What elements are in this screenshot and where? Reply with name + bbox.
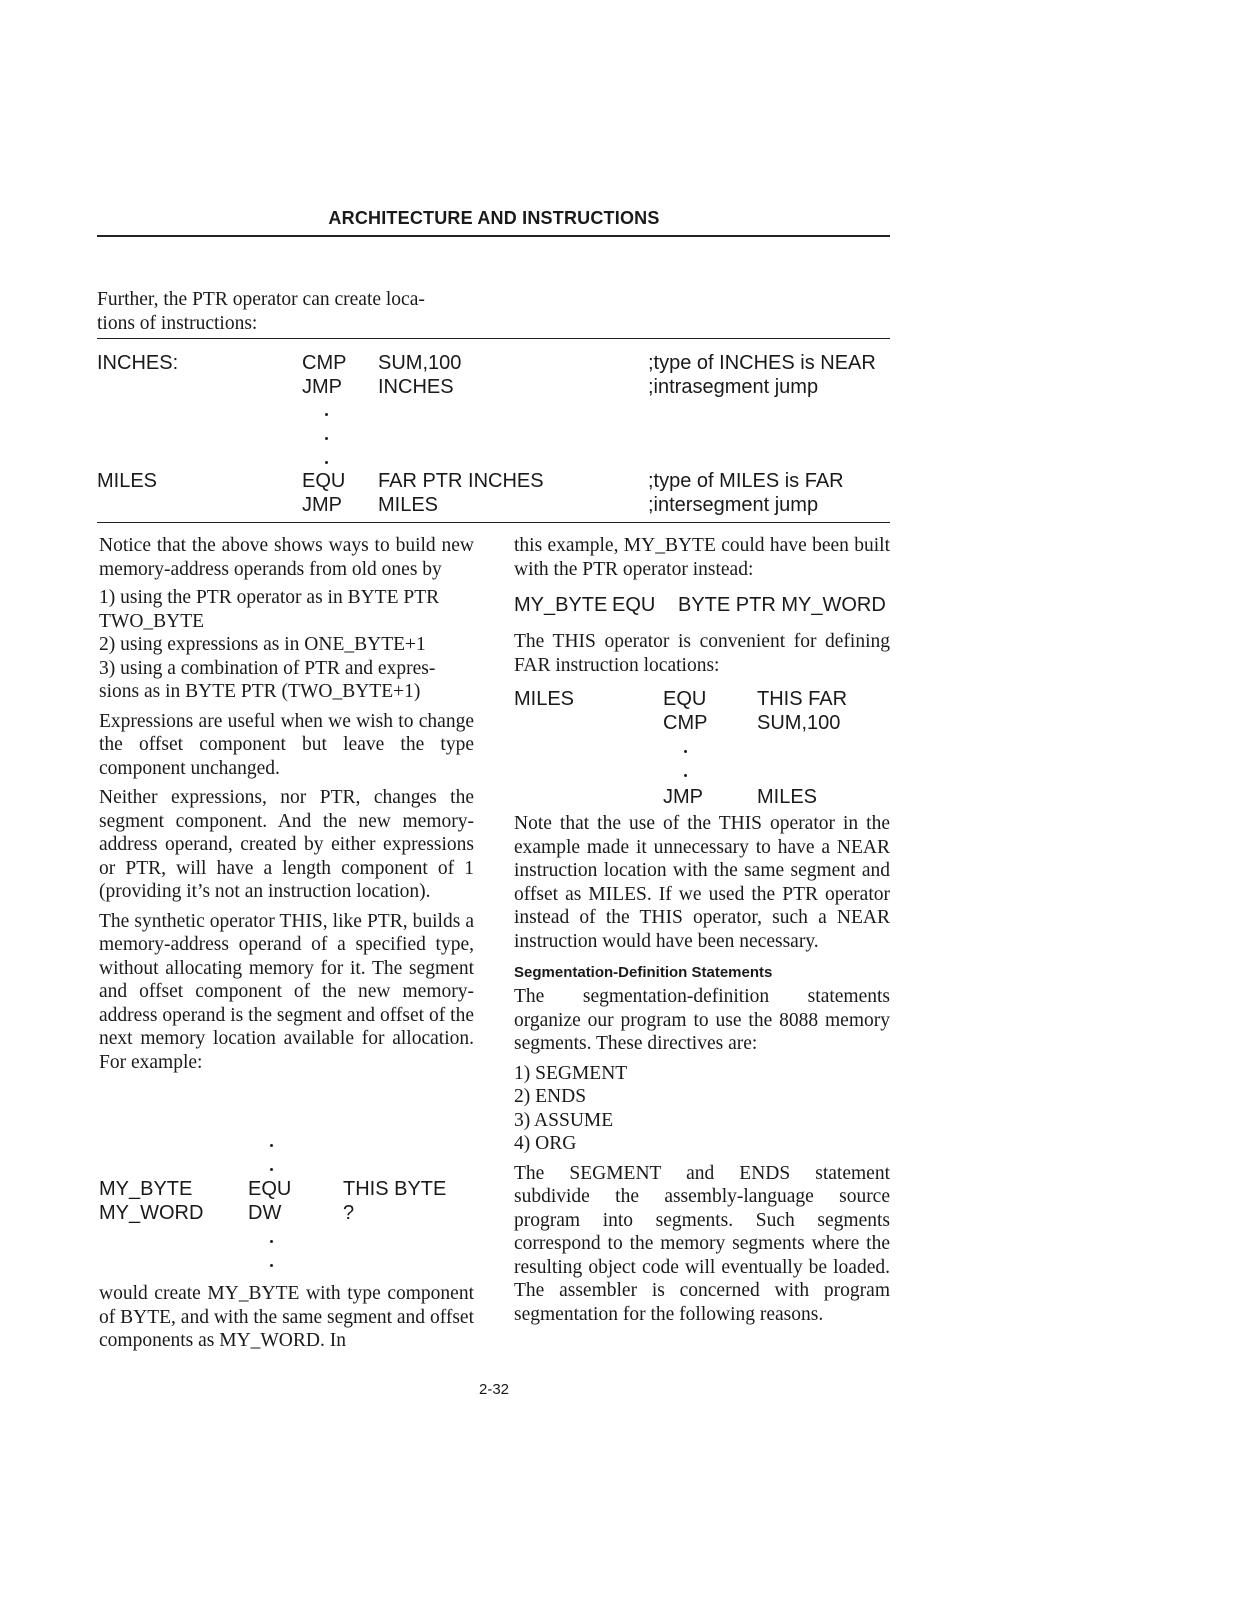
right-paragraph-4: The segmentation-definition statements organize our program to use the 8088 memory segments. These directives are: — [514, 986, 890, 1054]
code-table-r1-op: CMP — [302, 352, 347, 374]
left-column — [99, 534, 474, 1080]
directive-list-item: 3) ASSUME — [514, 1109, 614, 1131]
left-column-end — [99, 1282, 474, 1359]
right-code2-r1-arg: THIS FAR — [757, 688, 848, 710]
header-rule — [97, 235, 890, 237]
right-code2-r2-arg: SUM,100 — [757, 712, 841, 734]
list-item-2: 2) using expressions as in ONE_BYTE+1 — [99, 634, 426, 655]
list-item-1b: TWO_BYTE — [99, 610, 205, 632]
right-code1-label: MY_BYTE — [514, 594, 608, 616]
left-paragraph-4: The synthetic operator THIS, like PTR, builds a memory-address operand of a specified type, without allocating memory for it. The segment and offset component of the new memory-address operand is the segment and offset of the next memory location available for allocation. For example: — [99, 910, 474, 1073]
code-table-r1-comment: ;type of INCHES is NEAR — [648, 352, 876, 374]
code-table-r4-op: JMP — [302, 494, 342, 516]
right-code1-arg: BYTE PTR MY_WORD — [678, 594, 886, 616]
left-code-r2-label: MY_WORD — [99, 1202, 204, 1224]
left-code-r1-label: MY_BYTE — [99, 1178, 193, 1200]
left-code-r1-op: EQU — [248, 1178, 292, 1200]
list-item-1a: 1) using the PTR operator as in BYTE PTR — [99, 587, 440, 608]
left-paragraph-1: Notice that the above shows ways to build new memory-address operands from old ones by — [99, 535, 474, 580]
ellipsis-dot — [270, 1144, 273, 1147]
ellipsis-dot — [270, 1168, 273, 1171]
code-table-bottom-rule — [97, 522, 890, 523]
left-paragraph-2: Expressions are useful when we wish to change the offset component but leave the type component unchanged. — [99, 710, 474, 779]
page-header-title: ARCHITECTURE AND INSTRUCTIONS — [328, 208, 660, 228]
left-code-r1-arg: THIS BYTE — [343, 1178, 447, 1200]
code-table-r3-comment: ;type of MILES is FAR — [648, 470, 844, 492]
list-item-3b: sions as in BYTE PTR (TWO_BYTE+1) — [99, 681, 421, 702]
right-paragraph-5: The SEGMENT and ENDS statement subdivide the assembly-language source program into segments. Such segments correspond to the memory segments where the resulting object code will eventually be loaded. The assembler is concerned with program segmentation for the following reasons. — [514, 1162, 890, 1325]
left-paragraph-5: would create MY_BYTE with type component of BYTE, and with the same segment and offset components as MY_WORD. In — [99, 1283, 474, 1351]
section-subheading: Segmentation-Definition Statements — [514, 964, 773, 981]
code-table-r1-label: INCHES: — [97, 352, 179, 374]
code-table-r2-comment: ;intrasegment jump — [648, 376, 819, 398]
right-code2-r2-op: CMP — [663, 712, 708, 734]
right-paragraph-3: Note that the use of the THIS operator in the example made it unnecessary to have a NEAR instruction location with the same segment and offset as MILES. If we used the PTR operator instead of the THIS operator, such a NEAR instruction would have been necessary. — [514, 813, 890, 952]
right-code2-r1-label: MILES — [514, 688, 575, 710]
left-code-r2-op: DW — [248, 1202, 282, 1224]
ellipsis-dot — [684, 750, 687, 753]
right-code1-op: EQU — [612, 594, 656, 616]
right-column-top — [514, 534, 890, 587]
directive-list-item: 4) ORG — [514, 1133, 577, 1154]
left-paragraph-3: Neither expressions, nor PTR, changes the segment component. And the new memory-address operand, created by either expressions or PTR, will have a length component of 1 (providing it’s not an instruction location). — [99, 787, 474, 902]
right-paragraph-1: this example, MY_BYTE could have been built with the PTR operator instead: — [514, 535, 890, 580]
right-column-mid — [514, 630, 890, 683]
code-table-r3-op: EQU — [302, 470, 346, 492]
code-table-r3-arg: FAR PTR INCHES — [378, 470, 544, 492]
ellipsis-dot — [270, 1264, 273, 1267]
ellipsis-dot — [684, 774, 687, 777]
right-paragraph-2: The THIS operator is convenient for defining FAR instruction locations: — [514, 631, 890, 676]
right-column-bottom — [514, 812, 890, 1332]
page-number: 2-32 — [478, 1381, 510, 1398]
ellipsis-dot — [325, 413, 328, 416]
list-item-3a: 3) using a combination of PTR and expres- — [99, 657, 436, 679]
right-code2-r1-op: EQU — [663, 688, 707, 710]
code-table-r2-op: JMP — [302, 376, 342, 398]
directive-list-item: 2) ENDS — [514, 1086, 587, 1107]
left-code-r2-arg: ? — [343, 1202, 355, 1224]
ellipsis-dot — [270, 1240, 273, 1243]
directive-list-item: 1) SEGMENT — [514, 1062, 628, 1084]
code-table-r4-arg: MILES — [378, 494, 439, 516]
code-table-r3-label: MILES — [97, 470, 158, 492]
code-table-r1-arg: SUM,100 — [378, 352, 462, 374]
ellipsis-dot — [325, 461, 328, 464]
ellipsis-dot — [325, 437, 328, 440]
code-table-top-rule — [97, 338, 890, 339]
intro-paragraph: Further, the PTR operator can create loca- tions of instructions: — [97, 289, 425, 334]
right-code2-r3-op: JMP — [663, 786, 703, 808]
code-table-r4-comment: ;intersegment jump — [648, 494, 819, 516]
code-table-r2-arg: INCHES — [378, 376, 454, 398]
right-code2-r3-arg: MILES — [757, 786, 818, 808]
